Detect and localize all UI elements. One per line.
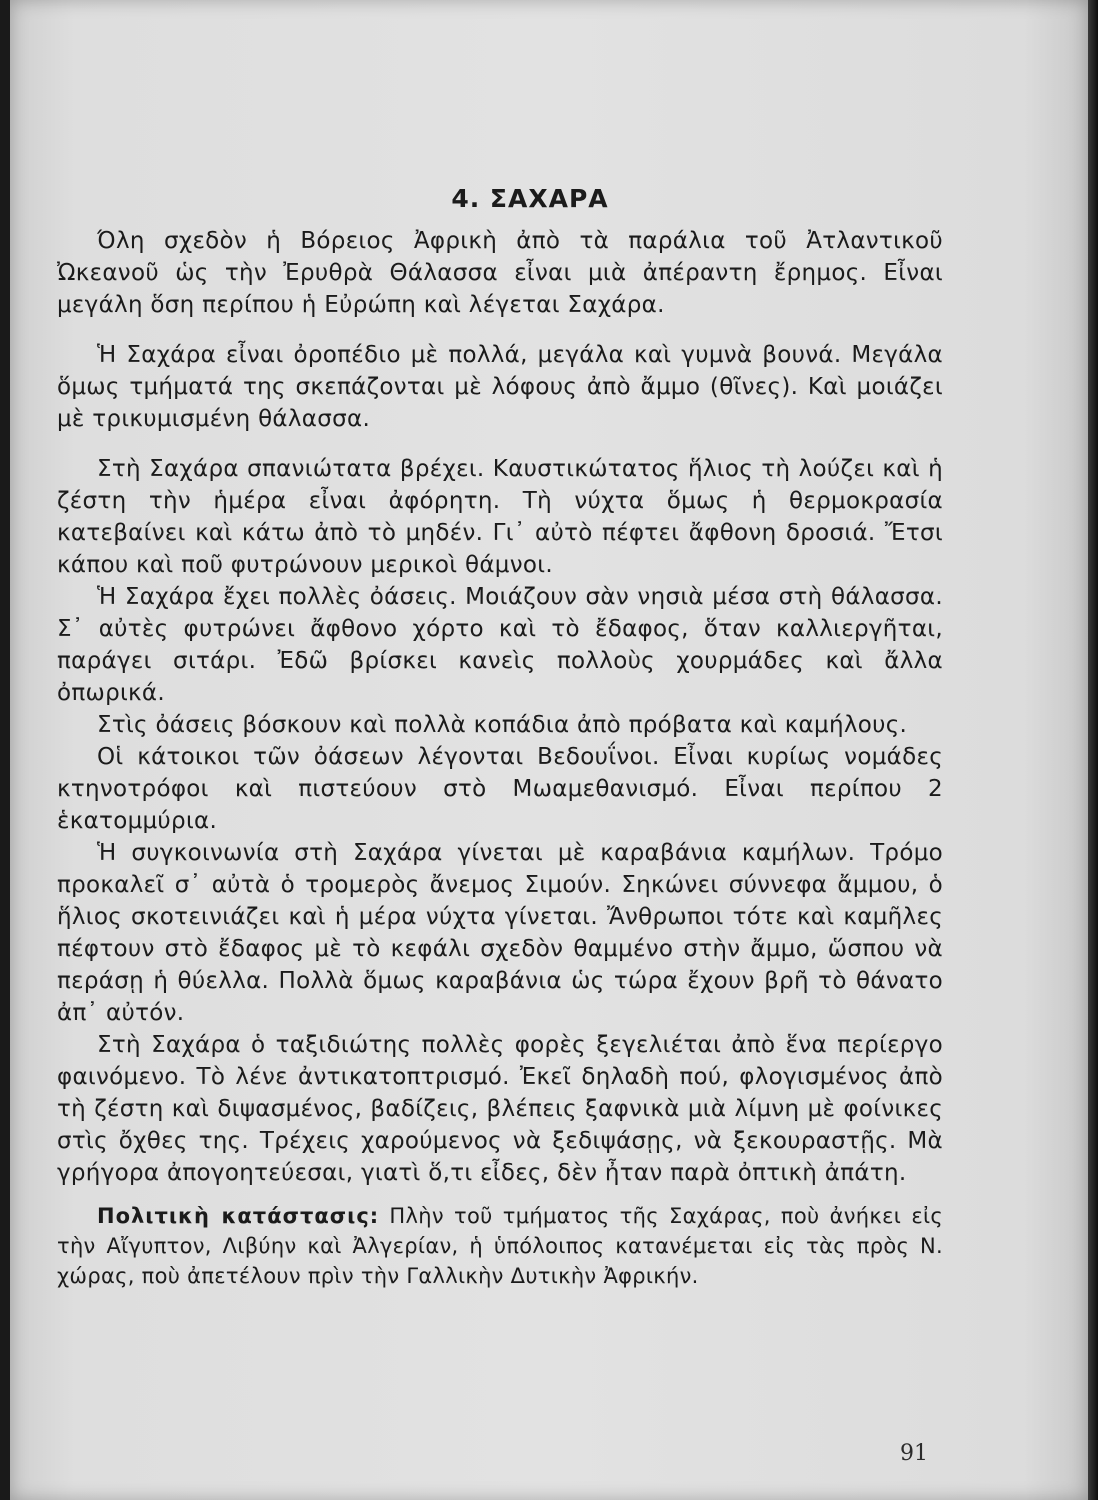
paragraph-oases: Ἡ Σαχάρα ἔχει πολλὲς ὀάσεις. Μοιάζουν σὰν νησιὰ μέσα στὴ θάλασσα. Σ᾽ αὐτὲς φυτρώνει ἄφθονο χόρτο καὶ τὸ ἔδαφος, ὅταν καλλιεργῆται, παράγει σιτάρι. Ἐδῶ βρίσκει κανεὶς πολλοὺς χουρμάδες καὶ ἄλλα ὀπωρικά. xyxy=(57,584,943,706)
paragraph-plateau: Ἡ Σαχάρα εἶναι ὀροπέδιο μὲ πολλά, μεγάλα καὶ γυμνὰ βουνά. Μεγάλα ὅμως τμήματά της σκεπάζονται μὲ λόφους ἀπὸ ἄμμο (θῖνες). Καὶ μοιάζει μὲ τρικυμισμένη θάλασσα. xyxy=(57,342,943,432)
paragraph-mirage: Στὴ Σαχάρα ὁ ταξιδιώτης πολλὲς φορὲς ξεγελιέται ἀπὸ ἕνα περίεργο φαινόμενο. Τὸ λένε ἀντικατοπτρισμό. Ἐκεῖ δηλαδὴ πού, φλογισμένος ἀπὸ τὴ ζέστη καὶ διψασμένος, βαδίζεις, βλέπεις ξαφνικὰ μιὰ λίμνη μὲ φοίνικες στὶς ὄχθες της. Τρέχεις χαρούμενος νὰ ξεδιψάσῃς, νὰ ξεκουραστῇς. Μὰ γρήγορα ἀπογοητεύεσαι, γιατὶ ὅ,τι εἶδες, δὲν ἦταν παρὰ ὀπτικὴ ἀπάτη. xyxy=(57,1032,943,1186)
page-edge xyxy=(1088,0,1098,1500)
paragraph-climate: Στὴ Σαχάρα σπανιώτατα βρέχει. Καυστικώτατος ἥλιος τὴ λούζει καὶ ἡ ζέστη τὴν ἡμέρα εἶναι ἀφόρητη. Τὴ νύχτα ὅμως ἡ θερμοκρασία κατεβαίνει καὶ κάτω ἀπὸ τὸ μηδέν. Γι᾽ αὐτὸ πέφτει ἄφθονη δροσιά. Ἔτσι κάπου καὶ ποῦ φυτρώνουν μερικοὶ θάμνοι. xyxy=(57,456,943,578)
political-status-text: Πλὴν τοῦ τμήματος τῆς Σαχάρας, ποὺ ἀνήκει εἰς τὴν Αἴγυπτον, Λιβύην καὶ Ἀλγερίαν, ἡ ὑπόλοιπος κατανέμεται εἰς τὰς πρὸς Ν. χώρας, ποὺ ἀπετέλουν πρὶν τὴν Γαλλικὴν Δυτικὴν Ἀφρικήν. xyxy=(57,1204,943,1288)
paragraph-intro: Όλη σχεδὸν ἡ Βόρειος Ἀφρικὴ ἀπὸ τὰ παράλια τοῦ Ἀτλαντικοῦ Ὠκεανοῦ ὡς τὴν Ἐρυθρὰ Θάλασσα εἶναι μιὰ ἀπέραντη ἔρημος. Εἶναι μεγάλη ὅση περίπου ἡ Εὐρώπη καὶ λέγεται Σαχάρα. xyxy=(57,228,943,318)
political-status-note xyxy=(57,1201,943,1291)
page-content xyxy=(57,183,943,1291)
paragraph-caravans: Ἡ συγκοινωνία στὴ Σαχάρα γίνεται μὲ καραβάνια καμήλων. Τρόμο προκαλεῖ σ᾽ αὐτὰ ὁ τρομερὸς ἄνεμος Σιμούν. Σηκώνει σύννεφα ἄμμου, ὁ ἥλιος σκοτεινιάζει καὶ ἡ μέρα νύχτα γίνεται. Ἄνθρωποι τότε καὶ καμῆλες πέφτουν στὸ ἔδαφος μὲ τὸ κεφάλι σχεδὸν θαμμένο στὴν ἄμμο, ὥσπου νὰ περάσῃ ἡ θύελλα. Πολλὰ ὅμως καραβάνια ὡς τώρα ἔχουν βρῆ τὸ θάνατο ἀπ᾽ αὐτόν. xyxy=(57,840,943,1026)
paragraph-herds: Στὶς ὀάσεις βόσκουν καὶ πολλὰ κοπάδια ἀπὸ πρόβατα καὶ καμήλους. xyxy=(97,712,908,738)
political-status-heading: Πολιτικὴ κατάστασις: xyxy=(97,1204,380,1228)
page-number: 91 xyxy=(900,1441,928,1466)
paragraph-inhabitants: Οἱ κάτοικοι τῶν ὀάσεων λέγονται Βεδουΐνοι. Εἶναι κυρίως νομάδες κτηνοτρόφοι καὶ πιστεύουν στὸ Μωαμεθανισμό. Εἶναι περίπου 2 ἑκατομμύρια. xyxy=(57,744,943,834)
chapter-title: 4. ΣΑΧΑΡΑ xyxy=(451,184,609,213)
book-page xyxy=(10,0,1088,1500)
